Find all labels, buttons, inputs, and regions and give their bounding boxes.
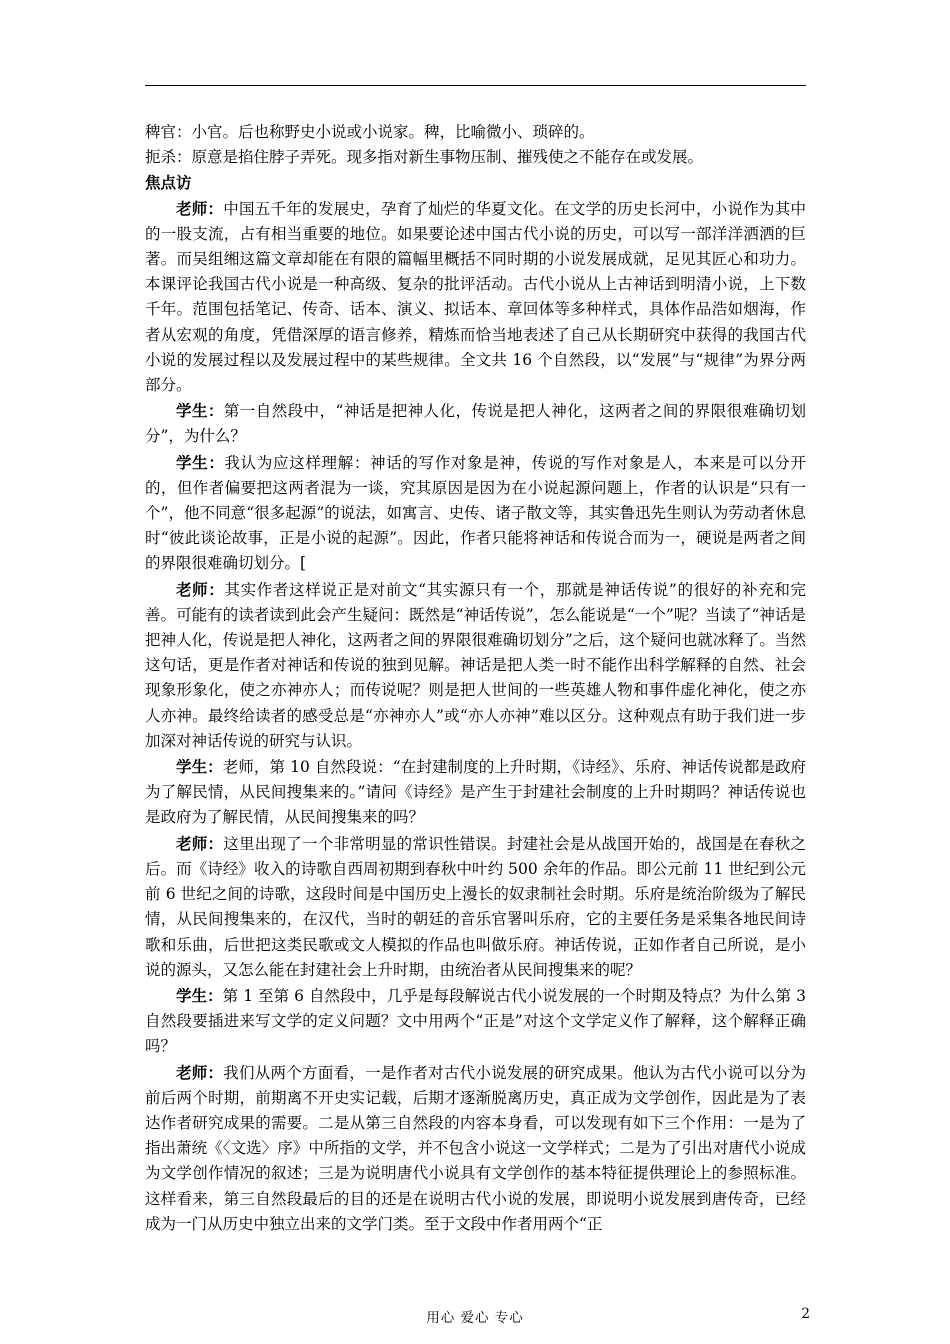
dialogue-paragraph: [145, 831, 806, 983]
glossary-entry: 扼杀：原意是掐住脖子弄死。现多指对新生事物压制、摧残使之不能存在或发展。: [145, 148, 704, 167]
document-body: [145, 120, 806, 1237]
dialogue-paragraph: [145, 754, 806, 831]
dialogue-paragraph: [145, 983, 806, 1060]
speaker-label: 老师：: [176, 579, 225, 599]
dialogue-paragraph: [145, 1060, 806, 1237]
dialogue-paragraph: [145, 196, 806, 399]
footer-motto: 用心 爱心 专心: [426, 1310, 524, 1326]
dialogue-text: 老师，第 10 自然段说：“在封建制度的上升时期，《诗经》、乐府、神话传说都是政府为了解民情，从民间搜集来的。”请问《诗经》是产生于封建社会制度的上升时期吗？神话传说也是政府为了解民情，从民间搜集来的吗？: [145, 758, 806, 827]
speaker-label: 学生：: [176, 452, 225, 472]
speaker-label: 学生：: [176, 985, 223, 1005]
dialogue-paragraph: [145, 577, 806, 754]
dialogue-text: 我们从两个方面看，一是作者对古代小说发展的研究成果。他认为古代小说可以分为前后两个时期，前期离不开史实记载，后期才逐渐脱离历史，真正成为文学创作，因此是为了表达作者研究成果的需要。二是从第三自然段的内容本身看，可以发现有如下三个作用：一是为了指出萧统《〈文选〉序》中所指的文学，并不包含小说这一文学样式；二是为了引出对唐代小说成为文学创作情况的叙述；三是为说明唐代小说具有文学创作的基本特征提供理论上的参照标准。这样看来，第三自然段最后的目的还是在说明古代小说的发展，即说明小说发展到唐传奇，已经成为一门从历史中独立出来的文学门类。至于文段中作者用两个“正: [145, 1063, 806, 1233]
section-title: 焦点访: [145, 173, 192, 193]
speaker-label: 学生：: [176, 757, 223, 777]
speaker-label: 学生：: [176, 401, 224, 421]
dialogue-text: 第 1 至第 6 自然段中，几乎是每段解说古代小说发展的一个时期及特点？为什么第 3 自然段要插进来写文学的定义问题？文中用两个“正是”对这个文学定义作了解释，这个解释正确吗？: [145, 986, 806, 1056]
dialogue-text: 中国五千年的发展史，孕育了灿烂的华夏文化。在文学的历史长河中，小说作为其中的一股支流，占有相当重要的地位。如果要论述中国古代小说的历史，可以写一部洋洋洒洒的巨著。而吴组缃这篇文章却能在有限的篇幅里概括不同时期的小说发展成就，足见其匠心和功力。本课评论我国古代小说是一种高级、复杂的批评活动。古代小说从上古神话到明清小说，上下数千年。范围包括笔记、传奇、话本、演义、拟话本、章回体等多种样式，具体作品浩如烟海，作者从宏观的角度，凭借深厚的语言修养，精炼而恰当地表述了自己从长期研究中获得的我国古代小说的发展过程以及发展过程中的某些规律。全文共 16 个自然段，以“发展”与“规律”为界分两部分。: [145, 199, 806, 395]
dialogue-text: 我认为应这样理解：神话的写作对象是神，传说的写作对象是人，本来是可以分开的，但作者偏要把这两者混为一谈，究其原因是因为在小说起源问题上，作者的认识是“只有一个”，他不同意“很多起源”的说法，如寓言、史传、诸子散文等，其实鲁迅先生则认为劳动者休息时“彼此谈论故事，正是小说的起源”。因此，作者只能将神话和传说合而为一，硬说是两者之间的界限很难确切划分。[: [145, 453, 806, 573]
dialogue-paragraph: [145, 398, 806, 449]
page-number: 2: [801, 1306, 810, 1322]
dialogue-text: 这里出现了一个非常明显的常识性错误。封建社会是从战国开始的，战国是在春秋之后。而《诗经》收入的诗歌自西周初期到春秋中叶约 500 余年的作品。即公元前 11 世纪到公元前 6 世纪之间的诗歌，这段时间是中国历史上漫长的奴隶制社会时期。乐府是统治阶级为了解民情，从民间搜集来的，在汉代，当时的朝廷的音乐官署叫乐府，它的主要任务是采集各地民间诗歌和乐曲，后世把这类民歌或文人模拟的作品也叫做乐府。神话传说，正如作者自己所说，是小说的源头，又怎么能在封建社会上升时期，由统治者从民间搜集来的呢？: [145, 834, 806, 979]
speaker-label: 老师：: [176, 1062, 224, 1082]
dialogue-paragraph: [145, 450, 806, 577]
dialogue-text: 第一自然段中，“神话是把神人化，传说是把人神化，这两者之间的界限很难确切划分”，为什么？: [145, 402, 806, 446]
header-rule: [145, 85, 806, 86]
glossary-entry: 稗官：小官。后也称野史小说或小说家。稗，比喻微小、琐碎的。: [145, 123, 595, 141]
speaker-label: 老师：: [176, 833, 224, 853]
dialogue-text: 其实作者这样说正是对前文“其实源只有一个，那就是神话传说”的很好的补充和完善。可能有的读者读到此会产生疑问：既然是“神话传说”，怎么能说是“一个”呢？当读了“神话是把神人化，传说是把人神化，这两者之间的界限很难确切划分”之后，这个疑问也就冰释了。当然这句话，更是作者对神话和传说的独到见解。神话是把人类一时不能作出科学解释的自然、社会现象形象化，使之亦神亦人；而传说呢？则是把人世间的一些英雄人物和事件虚化神化，使之亦人亦神。最终给读者的感受总是“亦神亦人”或“亦人亦神”难以区分。这种观点有助于我们进一步加深对神话传说的研究与认识。: [145, 580, 806, 750]
speaker-label: 老师：: [176, 198, 224, 218]
